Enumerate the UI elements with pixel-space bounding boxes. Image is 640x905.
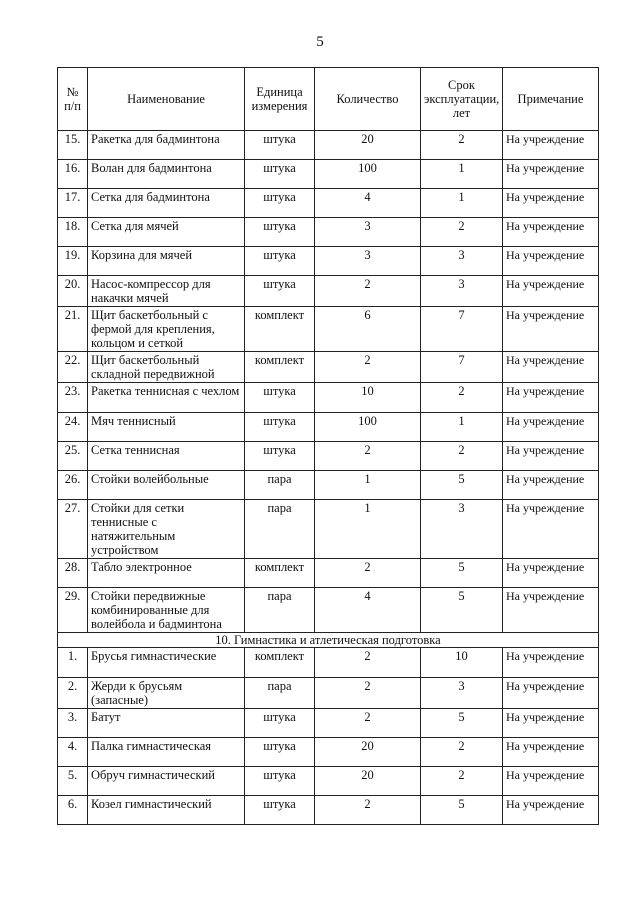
row-note: На учреждение	[503, 247, 599, 276]
table-row	[58, 276, 599, 307]
table-section	[58, 633, 599, 648]
row-note: На учреждение	[503, 218, 599, 247]
row-num: 3.	[58, 709, 88, 738]
row-num: 25.	[58, 442, 88, 471]
row-num: 18.	[58, 218, 88, 247]
row-name: Табло электронное	[88, 559, 245, 588]
row-num: 24.	[58, 413, 88, 442]
header-note: Примечание	[503, 68, 599, 131]
row-num: 6.	[58, 796, 88, 825]
row-note: На учреждение	[503, 276, 599, 307]
row-name: Корзина для мячей	[88, 247, 245, 276]
row-unit: штука	[245, 218, 315, 247]
table-row	[58, 500, 599, 559]
row-note: На учреждение	[503, 738, 599, 767]
row-note: На учреждение	[503, 796, 599, 825]
row-qty: 100	[315, 413, 421, 442]
header-qty: Количество	[315, 68, 421, 131]
row-unit: штука	[245, 276, 315, 307]
table-row	[58, 247, 599, 276]
table-row	[58, 218, 599, 247]
row-unit: штука	[245, 709, 315, 738]
row-num: 19.	[58, 247, 88, 276]
row-name: Насос-компрессор для накачки мячей	[88, 276, 245, 307]
row-life: 1	[421, 413, 503, 442]
row-qty: 20	[315, 767, 421, 796]
header-unit: Единица измерения	[245, 68, 315, 131]
row-num: 4.	[58, 738, 88, 767]
row-name: Обруч гимнастический	[88, 767, 245, 796]
row-qty: 2	[315, 352, 421, 383]
row-life: 5	[421, 588, 503, 633]
row-note: На учреждение	[503, 678, 599, 709]
table-body-sports	[58, 131, 599, 633]
table-row	[58, 678, 599, 709]
table-row	[58, 413, 599, 442]
row-name: Козел гимнастический	[88, 796, 245, 825]
table-row	[58, 383, 599, 413]
row-name: Мяч теннисный	[88, 413, 245, 442]
row-name: Щит баскетбольный складной передвижной	[88, 352, 245, 383]
row-note: На учреждение	[503, 471, 599, 500]
table-row	[58, 471, 599, 500]
row-note: На учреждение	[503, 307, 599, 352]
row-life: 3	[421, 678, 503, 709]
row-unit: штука	[245, 442, 315, 471]
table-row	[58, 588, 599, 633]
row-life: 2	[421, 767, 503, 796]
row-name: Сетка теннисная	[88, 442, 245, 471]
row-name: Стойки передвижные комбинированные для волейбола и бадминтона	[88, 588, 245, 633]
row-qty: 3	[315, 218, 421, 247]
table-row	[58, 796, 599, 825]
row-unit: штука	[245, 189, 315, 218]
row-life: 7	[421, 352, 503, 383]
table-row	[58, 307, 599, 352]
row-unit: штука	[245, 413, 315, 442]
table-row	[58, 189, 599, 218]
row-life: 5	[421, 796, 503, 825]
row-unit: штука	[245, 247, 315, 276]
row-unit: пара	[245, 588, 315, 633]
row-life: 3	[421, 500, 503, 559]
row-note: На учреждение	[503, 648, 599, 678]
table-row	[58, 648, 599, 678]
row-name: Жерди к брусьям (запасные)	[88, 678, 245, 709]
row-life: 5	[421, 471, 503, 500]
row-life: 1	[421, 189, 503, 218]
row-num: 15.	[58, 131, 88, 160]
row-life: 2	[421, 738, 503, 767]
row-life: 5	[421, 709, 503, 738]
table-row	[58, 442, 599, 471]
row-life: 5	[421, 559, 503, 588]
table-header-row	[58, 68, 599, 131]
row-unit: пара	[245, 471, 315, 500]
row-qty: 6	[315, 307, 421, 352]
row-num: 26.	[58, 471, 88, 500]
row-note: На учреждение	[503, 352, 599, 383]
row-name: Сетка для мячей	[88, 218, 245, 247]
row-unit: штука	[245, 767, 315, 796]
row-note: На учреждение	[503, 189, 599, 218]
row-unit: пара	[245, 678, 315, 709]
table-row	[58, 131, 599, 160]
row-num: 17.	[58, 189, 88, 218]
row-name: Волан для бадминтона	[88, 160, 245, 189]
row-unit: комплект	[245, 352, 315, 383]
row-name: Стойки для сетки теннисные с натяжительным устройством	[88, 500, 245, 559]
row-life: 3	[421, 247, 503, 276]
row-num: 5.	[58, 767, 88, 796]
table-row	[58, 559, 599, 588]
row-qty: 2	[315, 559, 421, 588]
row-life: 2	[421, 218, 503, 247]
row-life: 3	[421, 276, 503, 307]
row-qty: 4	[315, 588, 421, 633]
row-unit: комплект	[245, 648, 315, 678]
row-note: На учреждение	[503, 559, 599, 588]
row-num: 21.	[58, 307, 88, 352]
row-qty: 1	[315, 471, 421, 500]
row-qty: 2	[315, 276, 421, 307]
row-unit: комплект	[245, 559, 315, 588]
row-life: 1	[421, 160, 503, 189]
row-num: 1.	[58, 648, 88, 678]
row-name: Ракетка теннисная с чехлом	[88, 383, 245, 413]
equipment-table	[57, 67, 599, 825]
row-unit: штука	[245, 796, 315, 825]
page-number: 5	[316, 34, 324, 50]
row-qty: 2	[315, 796, 421, 825]
row-unit: штука	[245, 131, 315, 160]
row-qty: 2	[315, 442, 421, 471]
section-row	[58, 633, 599, 648]
header-life: Срок эксплуатации, лет	[421, 68, 503, 131]
row-life: 2	[421, 383, 503, 413]
row-life: 10	[421, 648, 503, 678]
row-life: 2	[421, 442, 503, 471]
row-unit: комплект	[245, 307, 315, 352]
row-note: На учреждение	[503, 160, 599, 189]
row-life: 2	[421, 131, 503, 160]
section-title: 10. Гимнастика и атлетическая подготовка	[58, 633, 599, 648]
header-num: № п/п	[58, 68, 88, 131]
row-num: 27.	[58, 500, 88, 559]
row-unit: штука	[245, 160, 315, 189]
row-qty: 2	[315, 678, 421, 709]
row-num: 29.	[58, 588, 88, 633]
row-qty: 3	[315, 247, 421, 276]
row-name: Щит баскетбольный с фермой для крепления, кольцом и сеткой	[88, 307, 245, 352]
row-name: Ракетка для бадминтона	[88, 131, 245, 160]
row-num: 22.	[58, 352, 88, 383]
table-body-gymnastics	[58, 648, 599, 825]
row-num: 16.	[58, 160, 88, 189]
table-row	[58, 160, 599, 189]
row-name: Палка гимнастическая	[88, 738, 245, 767]
row-unit: штука	[245, 383, 315, 413]
row-num: 20.	[58, 276, 88, 307]
row-note: На учреждение	[503, 588, 599, 633]
row-note: На учреждение	[503, 383, 599, 413]
row-note: На учреждение	[503, 709, 599, 738]
row-note: На учреждение	[503, 131, 599, 160]
table-row	[58, 352, 599, 383]
row-life: 7	[421, 307, 503, 352]
row-name: Стойки волейбольные	[88, 471, 245, 500]
row-note: На учреждение	[503, 442, 599, 471]
row-qty: 2	[315, 648, 421, 678]
table-row	[58, 709, 599, 738]
row-unit: штука	[245, 738, 315, 767]
row-num: 28.	[58, 559, 88, 588]
row-num: 23.	[58, 383, 88, 413]
row-num: 2.	[58, 678, 88, 709]
row-qty: 2	[315, 709, 421, 738]
header-name: Наименование	[88, 68, 245, 131]
table-row	[58, 767, 599, 796]
table-row	[58, 738, 599, 767]
row-note: На учреждение	[503, 767, 599, 796]
row-qty: 1	[315, 500, 421, 559]
row-name: Брусья гимнастические	[88, 648, 245, 678]
row-note: На учреждение	[503, 413, 599, 442]
row-qty: 20	[315, 738, 421, 767]
row-qty: 100	[315, 160, 421, 189]
row-name: Сетка для бадминтона	[88, 189, 245, 218]
row-qty: 20	[315, 131, 421, 160]
row-name: Батут	[88, 709, 245, 738]
row-unit: пара	[245, 500, 315, 559]
row-qty: 4	[315, 189, 421, 218]
row-qty: 10	[315, 383, 421, 413]
row-note: На учреждение	[503, 500, 599, 559]
